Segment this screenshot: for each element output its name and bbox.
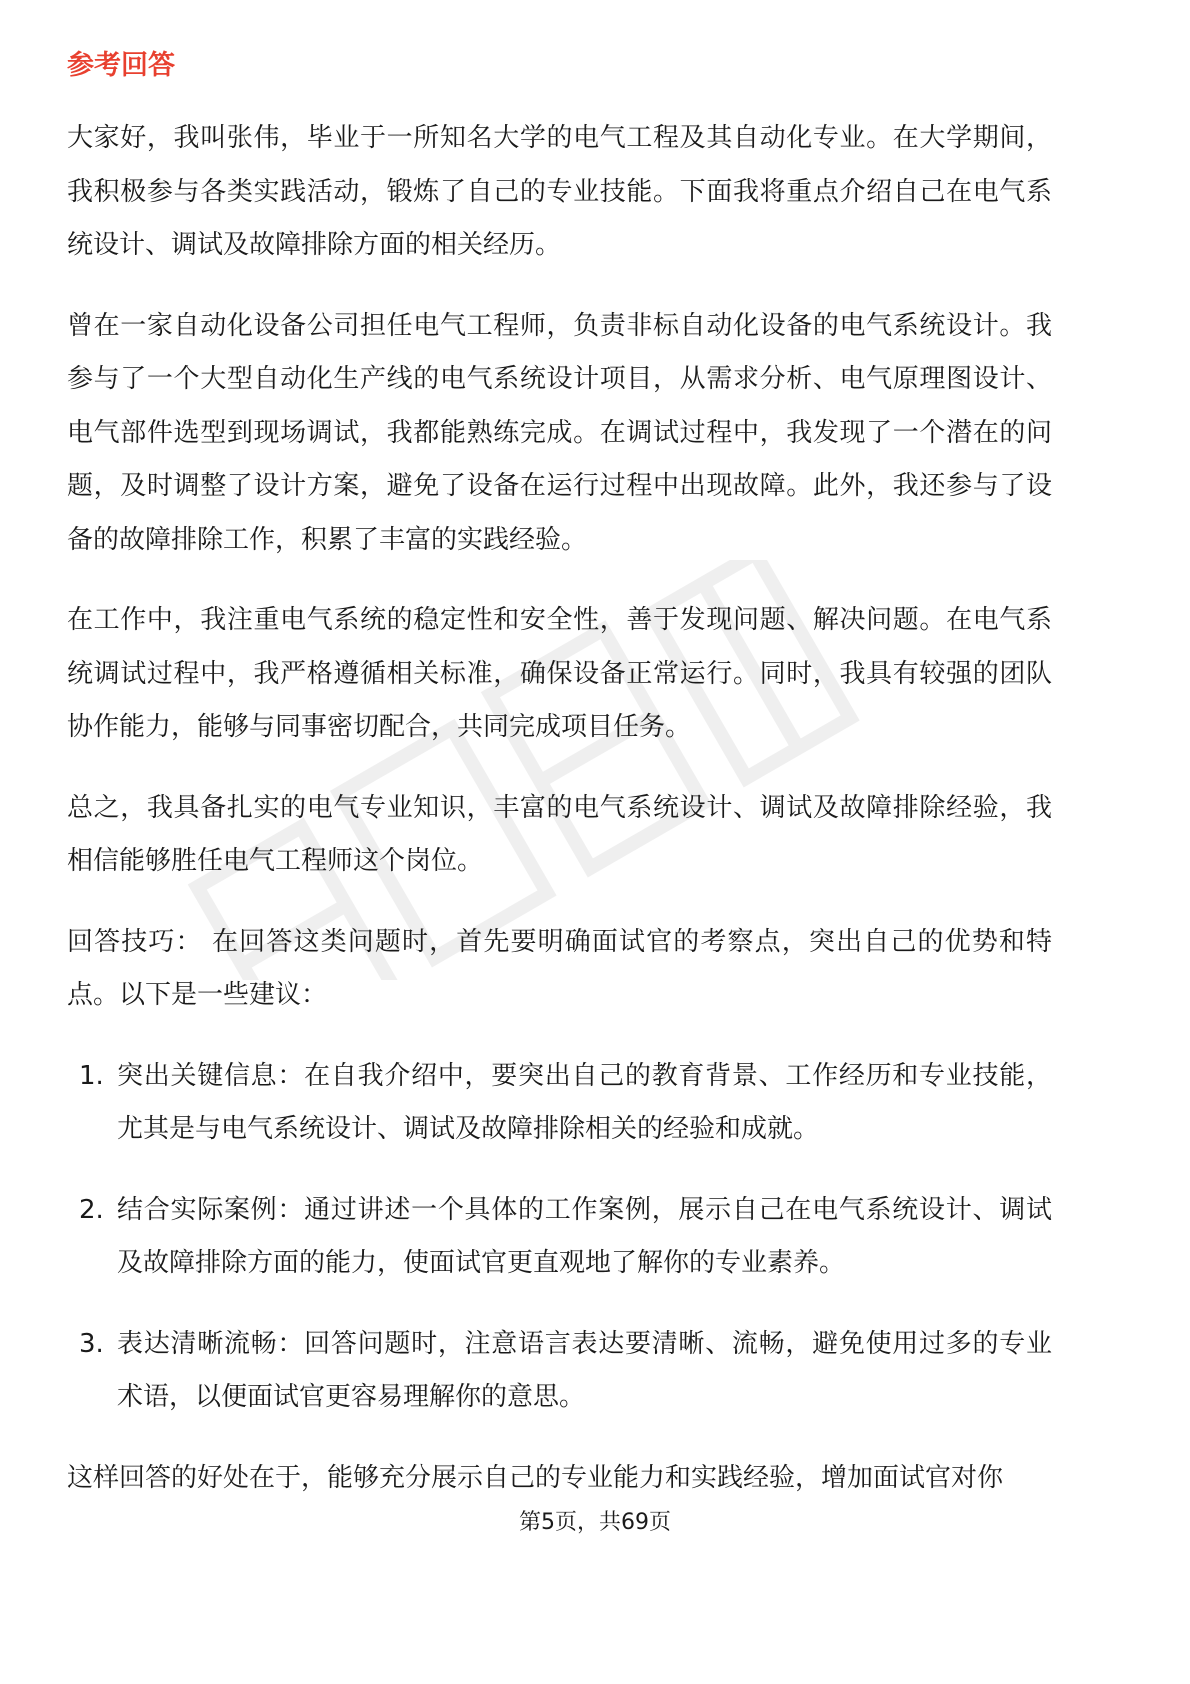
list-item <box>67 1050 1052 1157</box>
page-number-footer: 第5页，共69页 <box>519 1510 671 1535</box>
section-heading: 参考回答 <box>67 50 175 81</box>
paragraph-tips-intro: 回答技巧： 在回答这类问题时，首先要明确面试官的考察点，突出自己的优势和特点。以下是一些建议： <box>67 926 1052 1010</box>
list-item-number: 1. <box>79 1060 104 1091</box>
list-item <box>67 1184 1052 1291</box>
paragraph-summary: 总之，我具备扎实的电气专业知识，丰富的电气系统设计、调试及故障排除经验，我相信能够胜任电气工程师这个岗位。 <box>67 792 1052 876</box>
answer-content <box>67 112 1052 1532</box>
tips-list <box>67 1050 1052 1425</box>
paragraph-closing: 这样回答的好处在于，能够充分展示自己的专业能力和实践经验，增加面试官对你 <box>67 1462 1004 1493</box>
paragraph-intro: 大家好，我叫张伟，毕业于一所知名大学的电气工程及其自动化专业。在大学期间，我积极参与各类实践活动，锻炼了自己的专业技能。下面我将重点介绍自己在电气系统设计、调试及故障排除方面的相关经历。 <box>67 123 1052 260</box>
list-item-text: 突出关键信息：在自我介绍中，要突出自己的教育背景、工作经历和专业技能，尤其是与电气系统设计、调试及故障排除相关的经验和成就。 <box>117 1060 1052 1144</box>
list-item-number: 3. <box>79 1328 104 1359</box>
list-item-number: 2. <box>79 1194 104 1225</box>
list-item <box>67 1318 1052 1425</box>
paragraph-strengths: 在工作中，我注重电气系统的稳定性和安全性，善于发现问题、解决问题。在电气系统调试过程中，我严格遵循相关标准，确保设备正常运行。同时，我具有较强的团队协作能力，能够与同事密切配合，共同完成项目任务。 <box>67 605 1052 742</box>
list-item-text: 表达清晰流畅：回答问题时，注意语言表达要清晰、流畅，避免使用过多的专业术语，以便面试官更容易理解你的意思。 <box>117 1328 1052 1412</box>
paragraph-experience: 曾在一家自动化设备公司担任电气工程师，负责非标自动化设备的电气系统设计。我参与了一个大型自动化生产线的电气系统设计项目，从需求分析、电气原理图设计、电气部件选型到现场调试，我都能熟练完成。在调试过程中，我发现了一个潜在的问题，及时调整了设计方案，避免了设备在运行过程中出现故障。此外，我还参与了设备的故障排除工作，积累了丰富的实践经验。 <box>67 310 1052 555</box>
list-item-text: 结合实际案例：通过讲述一个具体的工作案例，展示自己在电气系统设计、调试及故障排除方面的能力，使面试官更直观地了解你的专业素养。 <box>117 1194 1052 1278</box>
